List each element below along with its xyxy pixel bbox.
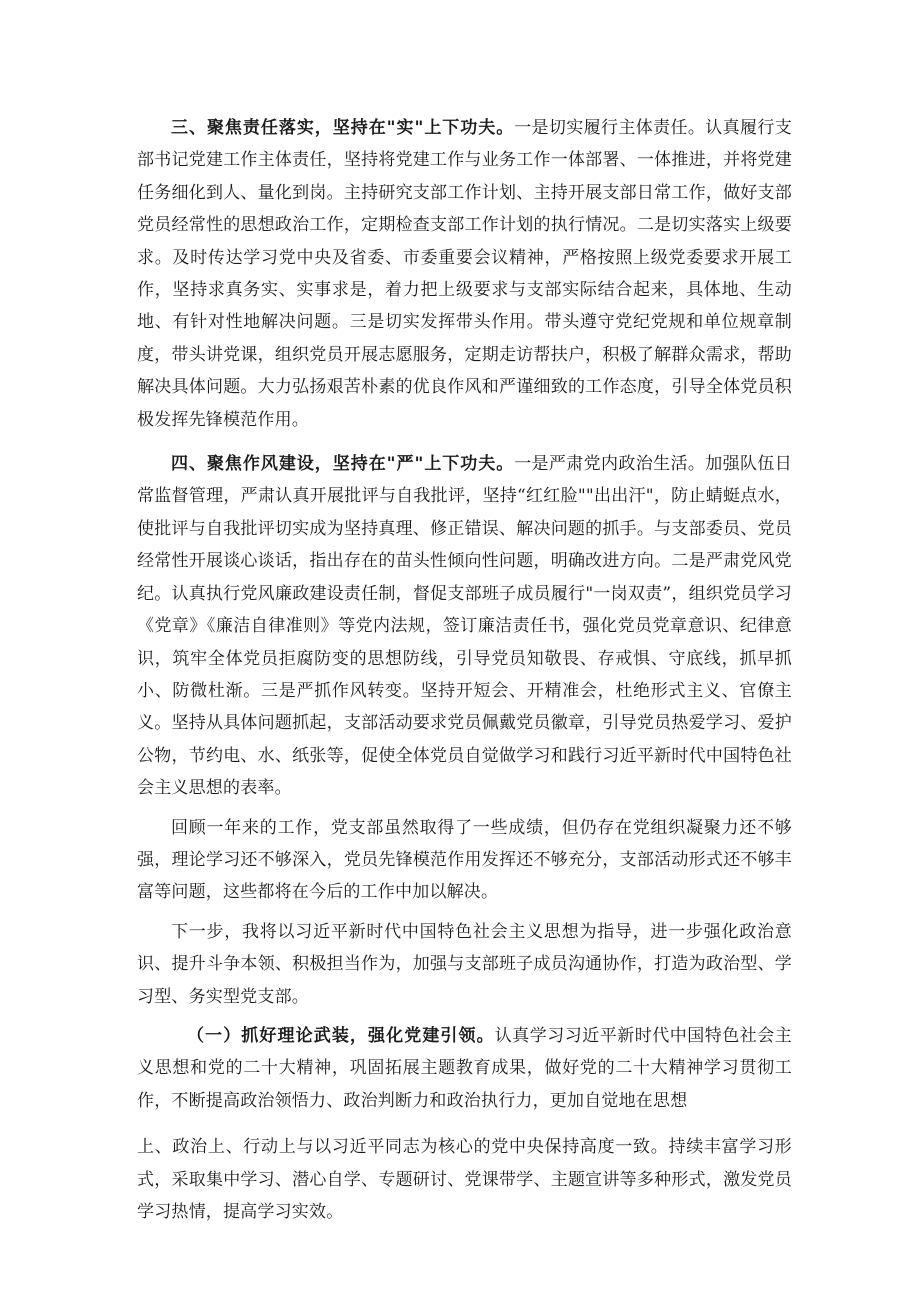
paragraph-body: 认真学习习近平新时代中国特色社会主义思想和党的二十大精神，巩固拓展主题教育成果，做好党的二十大精神学习贯彻工作，不断提高政治领悟力、政治判断力和政治执行力，更加自觉地在思想 <box>137 1025 792 1111</box>
paragraph-item-one <box>137 1020 792 1117</box>
paragraph-section-three <box>137 112 792 436</box>
paragraph-body: 上、政治上、行动上与以习近平同志为核心的党中央保持高度一致。持续丰富学习形式，采取集中学习、潜心自学、专题研讨、党课带学、主题宣讲等多种形式，激发党员学习热情，提高学习实效。 <box>137 1137 792 1222</box>
paragraph-heading: （一）抓好理论武装，强化党建引领。 <box>187 1025 495 1046</box>
paragraph-next-step <box>137 916 792 1013</box>
paragraph-heading: 三、聚焦责任落实，坚持在"实"上下功夫。 <box>171 118 515 138</box>
paragraph-section-four <box>137 448 792 804</box>
paragraph-body: 回顾一年来的工作，党支部虽然取得了一些成绩，但仍存在党组织凝聚力还不够强，理论学习还不够深入，党员先锋模范作用发挥还不够充分，支部活动形式还不够丰富等问题，这些都将在今后的工作中加以解决。 <box>137 817 792 903</box>
paragraph-body: 一是切实履行主体责任。认真履行支部书记党建工作主体责任，坚持将党建工作与业务工作一体部署、一体推进，并将党建任务细化到人、量化到岗。主持研究支部工作计划、主持开展支部日常工作，做好支部党员经常性的思想政治工作，定期检查支部工作计划的执行情况。二是切实落实上级要求。及时传达学习党中央及省委、市委重要会议精神，严格按照上级党委要求开展工作，坚持求真务实、实事求是，着力把上级要求与支部实际结合起来，具体地、生动地、有针对性地解决问题。三是切实发挥带头作用。带头遵守党纪党规和单位规章制度，带头讲党课，组织党员开展志愿服务，定期走访帮扶户，积极了解群众需求，帮助解决具体问题。大力弘扬艰苦朴素的优良作风和严谨细致的工作态度，引导全体党员积极发挥先锋模范作用。 <box>137 118 792 430</box>
paragraph-body: 下一步，我将以习近平新时代中国特色社会主义思想为指导，进一步强化政治意识、提升斗争本领、积极担当作为，加强与支部班子成员沟通协作，打造为政治型、学习型、务实型党支部。 <box>137 921 792 1007</box>
document-page <box>137 112 792 1228</box>
paragraph-body: 一是严肃党内政治生活。加强队伍日常监督管理，严肃认真开展批评与自我批评，坚持“红红脸""出出汗"，防止蜻蜓点水，使批评与自我批评切实成为坚持真理、修正错误、解决问题的抓手。与支部委员、党员经常性开展谈心谈话，指出存在的苗头性倾向性问题，明确改进方向。二是严肃党风党纪。认真执行党风廉政建设责任制，督促支部班子成员履行"一岗双责”，组织党员学习《党章》《廉洁自律准则》等党内法规，签订廉洁责任书，强化党员党章意识、纪律意识，筑牢全体党员拒腐防变的思想防线，引导党员知敬畏、存戒惧、守底线，抓早抓小、防微杜渐。三是严抓作风转变。坚持开短会、开精准会，杜绝形式主义、官僚主义。坚持从具体问题抓起，支部活动要求党员佩戴党员徽章，引导党员热爱学习、爱护公物，节约电、水、纸张等，促使全体党员自觉做学习和践行习近平新时代中国特色社会主义思想的表率。 <box>137 454 792 799</box>
paragraph-item-one-continued <box>137 1131 792 1228</box>
paragraph-heading: 四、聚焦作风建设，坚持在"严"上下功夫。 <box>171 454 515 475</box>
paragraph-review <box>137 812 792 909</box>
